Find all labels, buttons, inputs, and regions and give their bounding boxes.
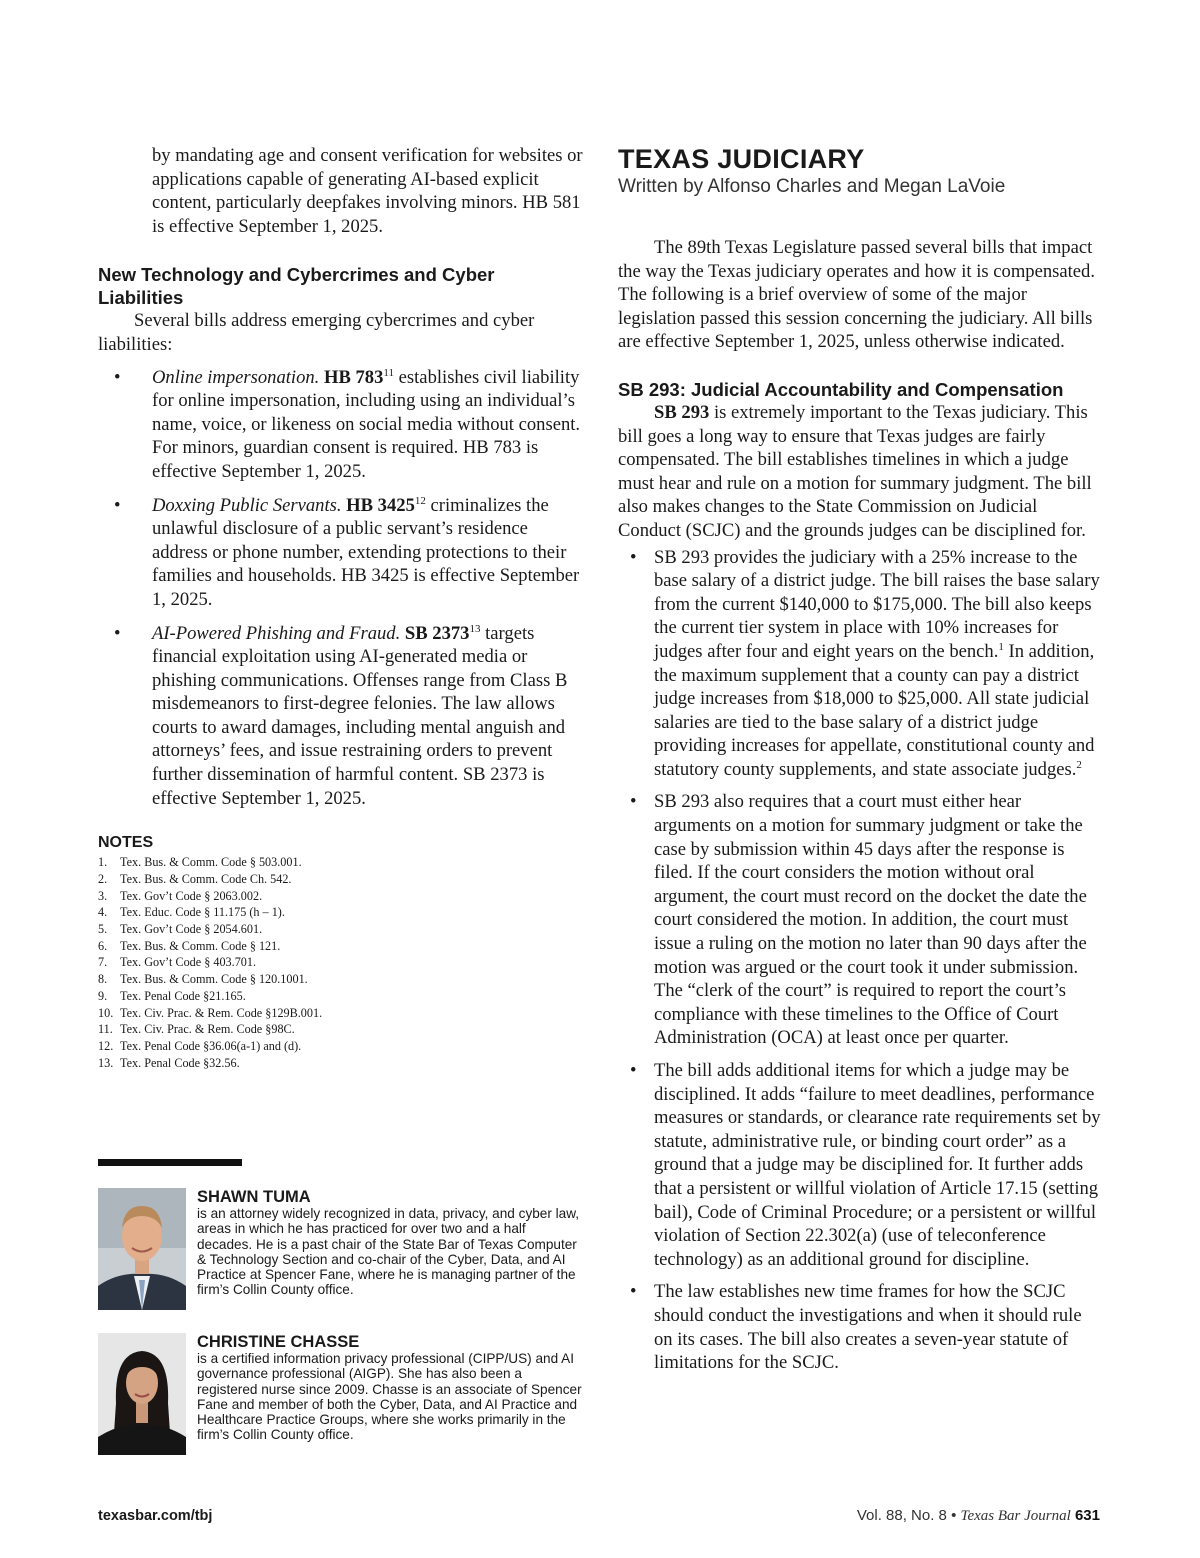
footer-separator: •	[951, 1507, 957, 1524]
list-item	[618, 546, 1102, 782]
section-heading: SB 293: Judicial Accountability and Compensation	[618, 378, 1064, 400]
note-item: 4. Tex. Educ. Code § 11.175 (h – 1).	[98, 905, 285, 920]
note-item: 3. Tex. Gov’t Code § 2063.002.	[98, 888, 263, 903]
divider-rule	[98, 1159, 242, 1166]
bullet-text: The law establishes new time frames for how the SCJC should conduct the investigations and when it should rule on its cases. The bill also creates a seven-year statute of limitations for the SCJC.	[654, 1281, 1082, 1374]
bullet-text: establishes civil liability for online impersonation, including using an individual’s name, voice, or likeness on social media without consent. For minors, guardian consent is required. HB 783 is effective September 1, 2025.	[152, 366, 581, 482]
left-column	[98, 144, 584, 1071]
note-item: 8. Tex. Bus. & Comm. Code § 120.1001.	[98, 972, 308, 987]
footnote-ref: 13	[469, 622, 481, 635]
note-item: 11. Tex. Civ. Prac. & Rem. Code §98C.	[98, 1022, 295, 1037]
bullet-topic: Online impersonation.	[152, 366, 320, 388]
note-item: 9. Tex. Penal Code §21.165.	[98, 988, 246, 1003]
list-item	[618, 1059, 1102, 1271]
section-paragraph	[618, 401, 1102, 543]
cyber-bills-list	[98, 366, 584, 811]
list-item	[618, 1280, 1102, 1374]
note-item: 10. Tex. Civ. Prac. & Rem. Code §129B.001.	[98, 1005, 323, 1020]
notes-list	[98, 854, 584, 1071]
bullet-text: In addition, the maximum supplement that a county can pay a district judge increases from $18,000 to $25,000. All state judicial salaries are tied to the base salary of a district judge providing increases for appellate, constitutional county and statutory county supplements, and state associate judges.	[654, 640, 1095, 780]
footer-site-link[interactable]: texasbar.com/tbj	[98, 1508, 213, 1524]
note-item: 6. Tex. Bus. & Comm. Code § 121.	[98, 938, 281, 953]
author-description: is an attorney widely recognized in data, privacy, and cyber law, areas in which he has practiced for over two and a half decades. He is a past chair of the State Bar of Texas Computer & Technology Section and co-chair of the Cyber, Data, and AI Practice at Spencer Fane, where he is managing partner of the firm’s Collin County office.	[197, 1206, 580, 1298]
bullet-icon: •	[630, 546, 637, 568]
author-photo	[98, 1188, 186, 1310]
note-item: 7. Tex. Gov’t Code § 403.701.	[98, 955, 257, 970]
bill-number: HB 3425	[346, 494, 415, 516]
bullet-text: SB 293 also requires that a court must either hear arguments on a motion for summary judgment or take the case by submission within 45 days after the response is filed. If the court considers the motion without oral argument, the court must record on the docket the date the court considered the motion. In addition, the court must issue a ruling on the motion no later than 90 days after the motion was argued or the court took it under submission. The “clerk of the court” is required to report the court’s compliance with these timelines to the Office of Court Administration (OCA) at least once per quarter.	[654, 791, 1087, 1049]
bullet-text: SB 293 provides the judiciary with a 25% increase to the base salary of a district judge. The bill raises the base salary from the current $140,000 to $175,000. The bill also keeps the current tier system in place with 10% increases for judges after four and eight years on the bench.	[654, 546, 1100, 662]
section-intro: Several bills address emerging cybercrimes and cyber liabilities:	[98, 310, 535, 355]
article-byline: Written by Alfonso Charles and Megan LaVoie	[618, 176, 1006, 197]
list-item	[98, 366, 584, 484]
author-name: SHAWN TUMA	[197, 1188, 311, 1206]
footnote-ref: 11	[383, 366, 394, 379]
bullet-topic: AI-Powered Phishing and Fraud.	[152, 622, 401, 644]
bio-text-block	[197, 1333, 582, 1443]
bullet-icon: •	[630, 1060, 637, 1081]
bullet-text: criminalizes the unlawful disclosure of a public servant’s residence address or phone number, extending protections to their families and households. HB 3425 is effective September 1, 2025.	[152, 494, 580, 610]
note-item: 1. Tex. Bus. & Comm. Code § 503.001.	[98, 855, 302, 870]
list-item	[98, 494, 584, 612]
footer-page-number: 631	[1074, 1507, 1100, 1524]
bullet-icon: •	[114, 494, 121, 516]
note-item: 2. Tex. Bus. & Comm. Code Ch. 542.	[98, 871, 292, 886]
bullet-icon: •	[114, 366, 121, 388]
list-item	[618, 790, 1102, 1050]
bullet-icon: •	[114, 622, 121, 644]
bullet-icon: •	[630, 791, 637, 813]
list-item	[98, 622, 584, 811]
footnote-ref: 12	[414, 494, 426, 507]
footer-volume: Vol. 88, No. 8	[856, 1507, 947, 1524]
author-photo	[98, 1333, 186, 1455]
right-column	[618, 144, 1102, 1384]
article-intro: The 89th Texas Legislature passed several bills that impact the way the Texas judiciary operates and how it is compensated. The following is a brief overview of some of the major legislation passed this session concerning the judiciary. All bills are effective September 1, 2025, unless otherwise indicated.	[618, 237, 1095, 353]
bio-text-block	[197, 1188, 582, 1298]
notes-heading: NOTES	[98, 834, 154, 852]
article-title: TEXAS JUDICIARY	[618, 144, 865, 174]
note-item: 5. Tex. Gov’t Code § 2054.601.	[98, 922, 263, 937]
section-heading: New Technology and Cybercrimes and Cyber Liabilities	[98, 264, 495, 309]
bullet-text: The bill adds additional items for which a judge may be disciplined. It adds “failure to meet deadlines, performance measures or standards, or clearance rate requirements set by statute, administrative rule, or binding court order” as a ground that a judge may be disciplined for. It further adds that a persistent or willful violation of Article 17.15 (setting bail), Code of Criminal Procedure; or a persistent or willful violation of Section 22.302(a) (use of teleconference technology) as an additional ground for discipline.	[654, 1060, 1101, 1270]
bill-number: HB 783	[324, 366, 384, 388]
note-item: 12. Tex. Penal Code §36.06(a-1) and (d).	[98, 1038, 302, 1053]
paragraph-text: is extremely important to the Texas judiciary. This bill goes a long way to ensure that Texas judges are fairly compensated. The bill establishes timelines in which a judge must hear and rule on a motion for summary judgment. The bill also makes changes to the State Commission on Judicial Conduct (SCJC) and the grounds judges can be disciplined for.	[618, 401, 1092, 541]
intro-continuation: by mandating age and consent verification for websites or applications capable of generating AI-based explicit content, particularly deepfakes involving minors. HB 581 is effective September 1, 2025.	[152, 145, 583, 237]
footnote-ref: 1	[998, 640, 1004, 653]
note-item: 13. Tex. Penal Code §32.56.	[98, 1055, 240, 1070]
bullet-text: targets financial exploitation using AI-generated media or phishing communications. Offenses range from Class B misdemeanors to first-degree felonies. The law allows courts to award damages, including mental anguish and attorneys’ fees, and issue restraining orders to prevent further dissemination of harmful content. SB 2373 is effective September 1, 2025.	[152, 622, 568, 809]
author-description: is a certified information privacy professional (CIPP/US) and AI governance professional (AIGP). She has also been a registered nurse since 2009. Chasse is an associate of Spencer Fane and member of both the Cyber, Data, and AI Practice and Healthcare Practice Groups, where she works primarily in the firm’s Collin County office.	[197, 1351, 582, 1443]
sb293-list	[618, 546, 1102, 1375]
footer-journal: Texas Bar Journal	[960, 1508, 1071, 1524]
bullet-icon: •	[630, 1281, 637, 1303]
bullet-topic: Doxxing Public Servants.	[152, 494, 342, 516]
author-name: CHRISTINE CHASSE	[197, 1333, 360, 1351]
footer-page-info	[857, 1507, 1100, 1525]
bill-number: SB 2373	[404, 622, 470, 644]
bill-number: SB 293	[654, 401, 710, 423]
footnote-ref: 2	[1076, 758, 1082, 771]
